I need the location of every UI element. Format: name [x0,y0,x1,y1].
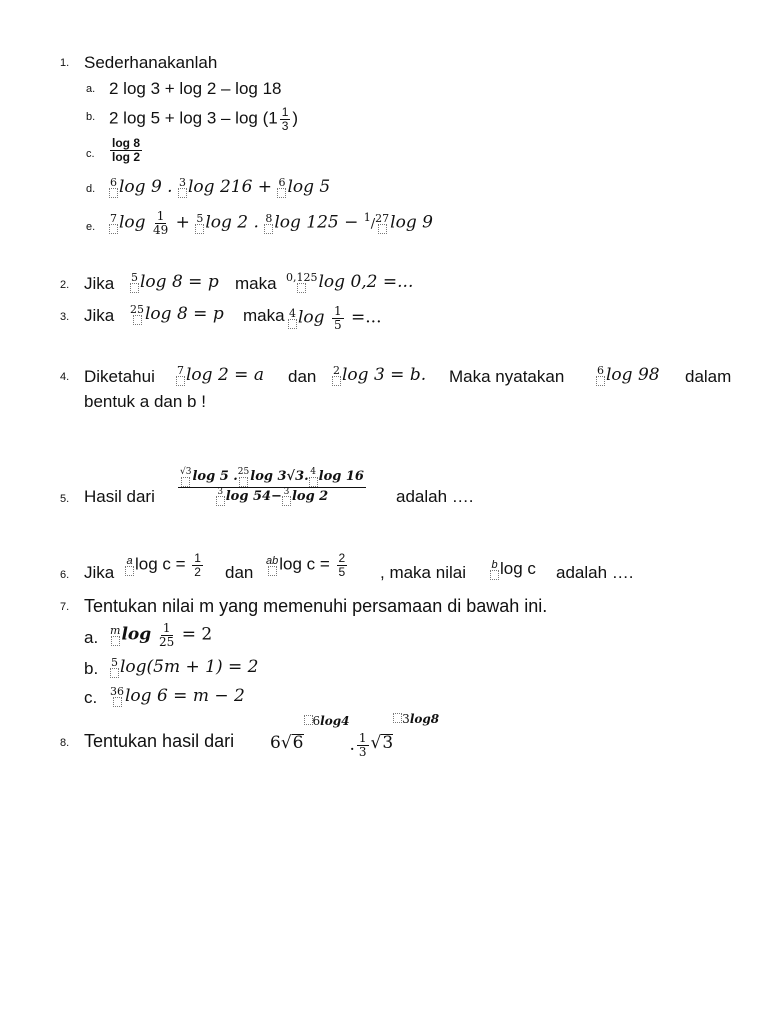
q1e-letter: e. [86,221,96,233]
q5-pre: Hasil dari [84,487,155,506]
q4-diketahui: Diketahui [84,367,155,386]
q1-number: 1. [60,57,70,69]
q6-number: 6. [60,569,70,581]
q1e-expr: 7 log $\frac{1}{49}$ + 5 log 2 . 8 log 125 − $^1$/ 27 log 9 [110,209,433,237]
q7-number: 7. [60,601,70,613]
q5-number: 5. [60,493,70,505]
q2-maka: maka [235,274,277,293]
q1d-letter: d. [86,183,96,195]
q2-number: 2. [60,279,70,291]
q6-maka: , maka nilai [380,563,466,582]
q6-expr1: a log c = $\frac{1}{2}$ [126,551,201,579]
q7c-letter: c. [84,688,98,707]
q4-maka: Maka nyatakan [449,367,565,386]
q3-maka: maka [243,306,285,325]
q6-dan: dan [225,563,254,582]
q8-expr: $6√6^{6log4}$. $\frac{1}{3}$ $√3^{3log8}$ [270,711,440,759]
q3-expr: 25 log 8 = p [130,303,224,324]
q7c-expr: 36 log 6 = m − 2 [110,685,245,706]
q7b-letter: b. [84,659,99,678]
q4-expr2: 2 log 3 = b. [333,364,427,385]
q2-expr: 5 log 8 = p [131,271,219,292]
q6-expr3: b log c [490,560,536,580]
q7b-expr: 5 log(5m + 1) = 2 [111,656,259,677]
q7-title: Tentukan nilai m yang memenuhi persamaan di bawah ini. [84,596,548,616]
q1-title: Sederhanakanlah [84,53,218,72]
q4-dalam: dalam [685,367,732,386]
q4-expr1: 7 log 2 = a [177,364,264,385]
q8-pre: Tentukan hasil dari [84,731,235,751]
q3-expr2: 4 log $\frac{1}{5}$ =... [289,304,382,332]
q4-dan: dan [288,367,317,386]
q1b-letter: b. [86,111,96,123]
q2-expr2: 0,125 log 0,2 =... [286,271,414,292]
q1a-letter: a. [86,83,96,95]
q7a-letter: a. [84,628,99,647]
q1a-expr: 2 log 3 + log 2 – log 18 [109,79,282,98]
q8-number: 8. [60,737,70,749]
q6-expr2: ab log c = $\frac{2}{5}$ [266,551,346,579]
q4-number: 4. [60,371,70,383]
q1c-fraction: $\frac{\log 8}{\log 2}$ [112,136,141,164]
q1d-expr: 6 log 9 . 3 log 216 + 6 log 5 [110,176,331,197]
q1b-fraction: $\frac{1}{3}$ [281,105,289,133]
q2-jika: Jika [84,274,115,293]
q5-fraction: √3 log 5 . 25 log 3√3. 4 log 16 3 log 54− 3 log 2 [176,468,368,506]
q1c-letter: c. [86,148,95,160]
q6-post: adalah …. [556,563,634,582]
q1b-expr: 2 log 5 + log 3 – log (1 $\frac{1}{3}$ ) [109,105,299,133]
q1b-text: 2 log 5 + log 3 – log (1 [109,108,278,128]
q6-jika: Jika [84,563,115,582]
q3-number: 3. [60,311,70,323]
q3-jika: Jika [84,306,115,325]
q7a-expr: m log $\frac{1}{25}$ = 2 [110,621,213,649]
q5-post: adalah …. [396,487,474,506]
q4-expr3: 6 log 98 [597,364,660,385]
